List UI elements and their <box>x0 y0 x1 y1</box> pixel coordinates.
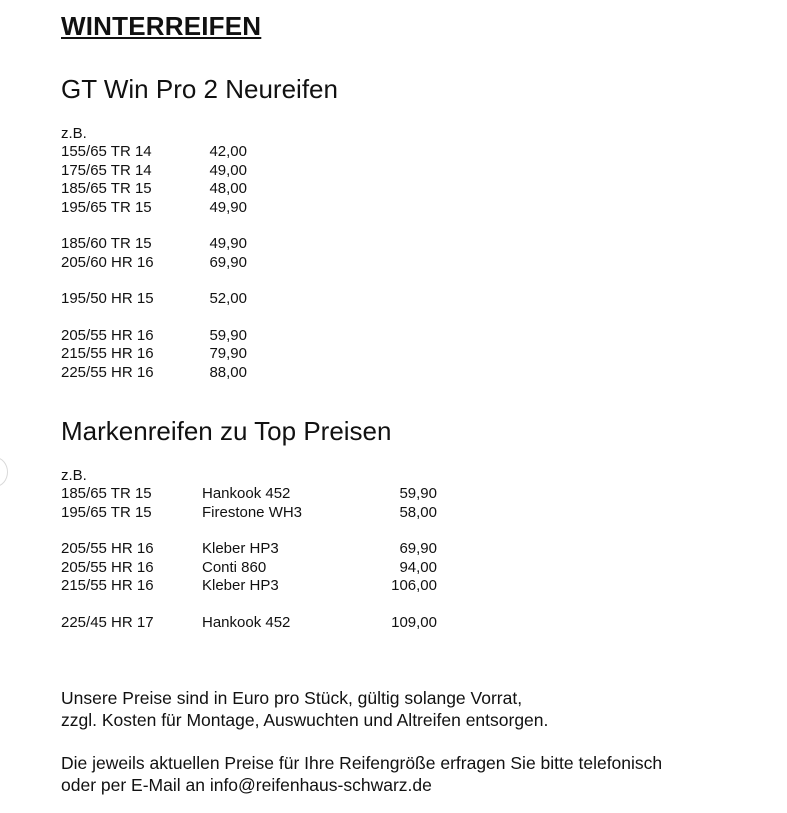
tire-price: 69,90 <box>209 253 247 271</box>
tire-price: 49,90 <box>209 235 247 252</box>
tire-price: 88,00 <box>209 363 247 381</box>
tire-price: 42,00 <box>209 143 247 160</box>
page-content <box>61 10 761 796</box>
tire-row <box>61 254 761 273</box>
tire-price: 49,90 <box>209 198 247 216</box>
tire-size: 195/65 TR 15 <box>61 503 152 521</box>
tire-size: 185/65 TR 15 <box>61 180 152 197</box>
tire-size: 155/65 TR 14 <box>61 143 152 160</box>
group-spacer <box>61 596 761 614</box>
gt-tire-price-list <box>61 143 761 382</box>
example-label: z.B. <box>61 467 87 484</box>
price-notes <box>61 687 761 796</box>
tire-price: 52,00 <box>209 290 247 307</box>
note-line-extra-costs: zzgl. Kosten für Montage, Auswuchten und Altreifen entsorgen. <box>61 710 549 730</box>
tire-brand: Conti 860 <box>202 558 267 576</box>
example-label: z.B. <box>61 125 87 142</box>
tire-size: 225/45 HR 17 <box>61 613 154 631</box>
note-spacer <box>61 731 761 752</box>
tire-brand: Kleber HP3 <box>202 577 279 594</box>
tire-row <box>61 504 761 523</box>
tire-size: 195/50 HR 15 <box>61 290 154 307</box>
tire-size: 215/55 HR 16 <box>61 345 154 362</box>
tire-price: 59,90 <box>209 326 247 344</box>
tire-row <box>61 540 761 559</box>
edge-circle-decoration <box>0 457 8 487</box>
tire-price: 94,00 <box>399 558 437 576</box>
tire-size: 205/55 HR 16 <box>61 540 154 557</box>
tire-price: 49,00 <box>209 161 247 179</box>
tire-price: 59,90 <box>399 485 437 502</box>
tire-brand: Firestone WH3 <box>202 503 303 521</box>
section-title-brand-tires: Markenreifen zu Top Preisen <box>61 416 392 446</box>
tire-row <box>61 559 761 578</box>
tire-price: 69,90 <box>399 540 437 557</box>
tire-size: 185/65 TR 15 <box>61 485 152 502</box>
group-spacer <box>61 522 761 540</box>
tire-price: 79,90 <box>209 345 247 362</box>
tire-size: 215/55 HR 16 <box>61 577 154 594</box>
note-line-prices: Unsere Preise sind in Euro pro Stück, gültig solange Vorrat, <box>61 688 523 708</box>
tire-size: 195/65 TR 15 <box>61 198 152 216</box>
tire-row <box>61 199 761 218</box>
note-line-contact: oder per E-Mail an info@reifenhaus-schwarz.de <box>61 775 432 795</box>
tire-row <box>61 235 761 254</box>
tire-size: 175/65 TR 14 <box>61 161 152 179</box>
tire-row <box>61 143 761 162</box>
tire-size: 185/60 TR 15 <box>61 235 152 252</box>
tire-row <box>61 345 761 364</box>
section-title-gt-win-pro: GT Win Pro 2 Neureifen <box>61 74 338 104</box>
tire-size: 205/55 HR 16 <box>61 558 154 576</box>
note-line-inquiry: Die jeweils aktuellen Preise für Ihre Reifengröße erfragen Sie bitte telefonisch <box>61 753 663 773</box>
group-spacer <box>61 217 761 235</box>
tire-size: 205/60 HR 16 <box>61 253 154 271</box>
tire-price: 109,00 <box>391 613 437 631</box>
tire-brand: Hankook 452 <box>202 485 291 502</box>
tire-row <box>61 290 761 309</box>
tire-brand: Hankook 452 <box>202 613 291 631</box>
tire-brand: Kleber HP3 <box>202 540 279 557</box>
tire-row <box>61 614 761 633</box>
group-spacer <box>61 309 761 327</box>
tire-size: 205/55 HR 16 <box>61 326 154 344</box>
group-spacer <box>61 272 761 290</box>
tire-price: 106,00 <box>391 577 437 594</box>
tire-row <box>61 162 761 181</box>
brand-tire-price-list <box>61 485 761 632</box>
tire-row <box>61 364 761 383</box>
tire-price: 48,00 <box>209 180 247 197</box>
tire-row <box>61 577 761 596</box>
tire-price: 58,00 <box>399 503 437 521</box>
tire-size: 225/55 HR 16 <box>61 363 154 381</box>
tire-row <box>61 180 761 199</box>
page-title: WINTERREIFEN <box>61 11 262 41</box>
tire-row <box>61 327 761 346</box>
tire-row <box>61 485 761 504</box>
